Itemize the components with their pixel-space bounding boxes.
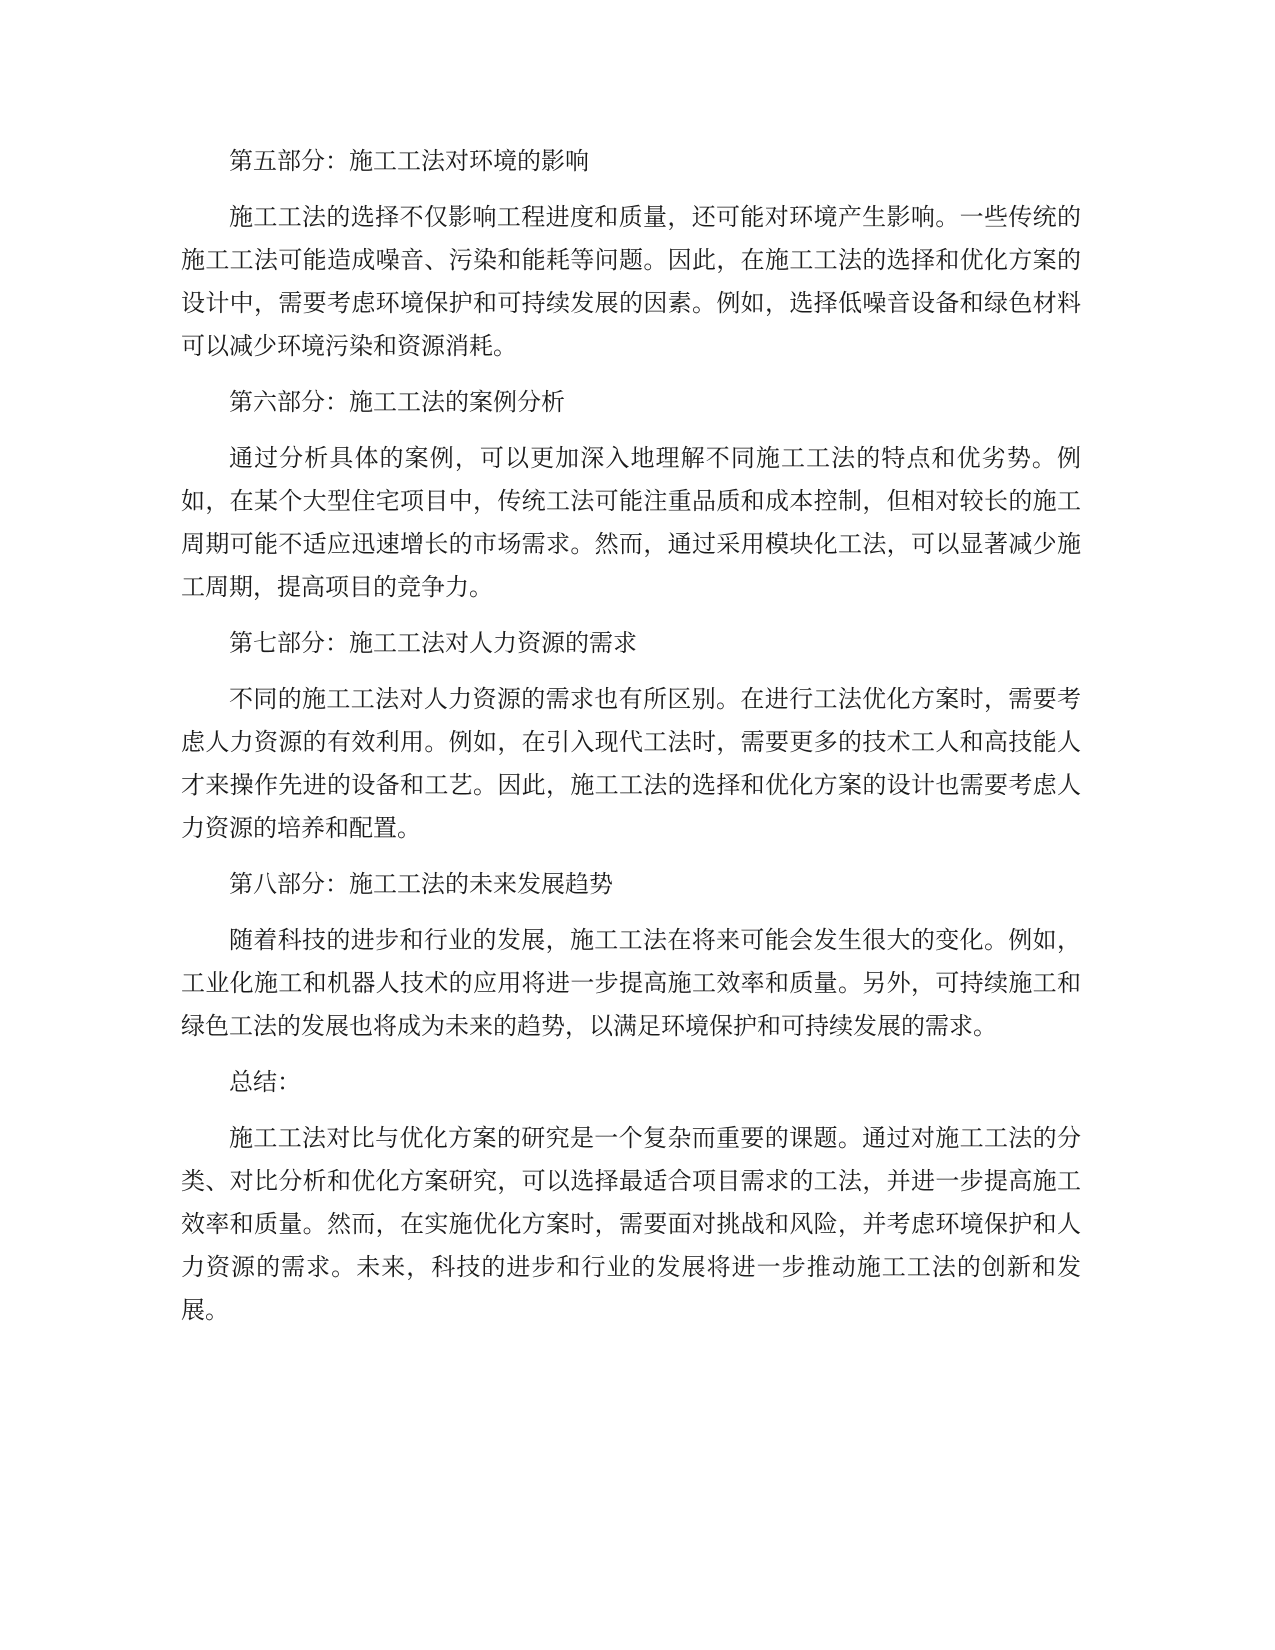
section-paragraph-8: 随着科技的进步和行业的发展，施工工法在将来可能会发生很大的变化。例如，工业化施工和机器人技术的应用将进一步提高施工效率和质量。另外，可持续施工和绿色工法的发展也将成为未来的趋势，以满足环境保护和可持续发展的需求。 (181, 926, 1081, 1040)
section-heading-7: 第七部分：施工工法对人力资源的需求 (229, 629, 637, 657)
section-paragraph-5: 施工工法的选择不仅影响工程进度和质量，还可能对环境产生影响。一些传统的施工工法可能造成噪音、污染和能耗等问题。因此，在施工工法的选择和优化方案的设计中，需要考虑环境保护和可持续发展的因素。例如，选择低噪音设备和绿色材料可以减少环境污染和资源消耗。 (181, 203, 1081, 360)
section-paragraph-7: 不同的施工工法对人力资源的需求也有所区别。在进行工法优化方案时，需要考虑人力资源的有效利用。例如，在引入现代工法时，需要更多的技术工人和高技能人才来操作先进的设备和工艺。因此，施工工法的选择和优化方案的设计也需要考虑人力资源的培养和配置。 (181, 685, 1081, 842)
document-body (181, 140, 1081, 1345)
summary-heading: 总结： (229, 1068, 301, 1096)
section-heading-8: 第八部分：施工工法的未来发展趋势 (229, 870, 613, 898)
section-heading-5: 第五部分：施工工法对环境的影响 (229, 147, 589, 175)
section-paragraph-6: 通过分析具体的案例，可以更加深入地理解不同施工工法的特点和优劣势。例如，在某个大型住宅项目中，传统工法可能注重品质和成本控制，但相对较长的施工周期可能不适应迅速增长的市场需求。然而，通过采用模块化工法，可以显著减少施工周期，提高项目的竞争力。 (181, 444, 1081, 601)
summary-paragraph: 施工工法对比与优化方案的研究是一个复杂而重要的课题。通过对施工工法的分类、对比分析和优化方案研究，可以选择最适合项目需求的工法，并进一步提高施工效率和质量。然而，在实施优化方案时，需要面对挑战和风险，并考虑环境保护和人力资源的需求。未来，科技的进步和行业的发展将进一步推动施工工法的创新和发展。 (181, 1124, 1081, 1324)
section-heading-6: 第六部分：施工工法的案例分析 (229, 388, 565, 416)
